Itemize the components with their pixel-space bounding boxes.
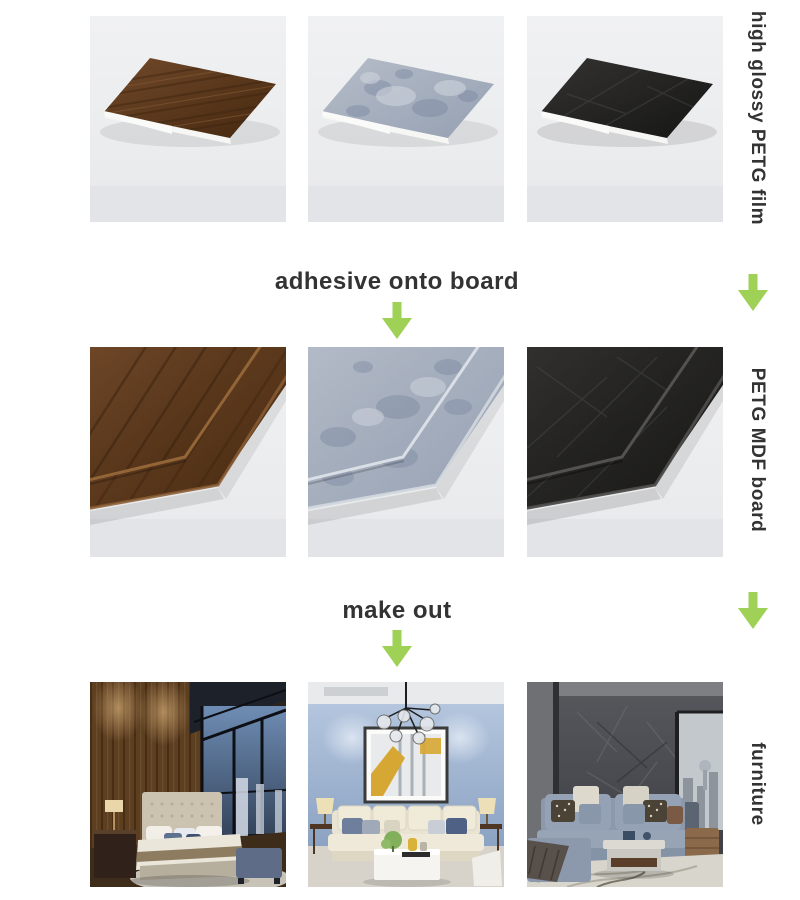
film-tile-black [527,16,723,222]
down-arrow-icon [738,274,768,311]
board-tile-black [527,347,723,557]
row-label-furniture: furniture [747,742,768,826]
step-label-adhesive: adhesive onto board [274,268,520,295]
row-label-petg-film: high glossy PETG film [747,10,768,226]
down-arrow-icon [738,592,768,629]
film-tile-cement [308,16,504,222]
furniture-tile-blue-living-room [308,682,504,887]
down-arrow-icon [382,630,412,667]
board-tile-walnut [90,347,286,557]
step-label-make-out: make out [342,597,452,624]
row-label-petg-mdf-board: PETG MDF board [747,367,768,533]
board-tile-cement [308,347,504,557]
furniture-tile-bedroom [90,682,286,887]
film-tile-walnut [90,16,286,222]
down-arrow-icon [382,302,412,339]
furniture-tile-grey-living-room [527,682,723,887]
